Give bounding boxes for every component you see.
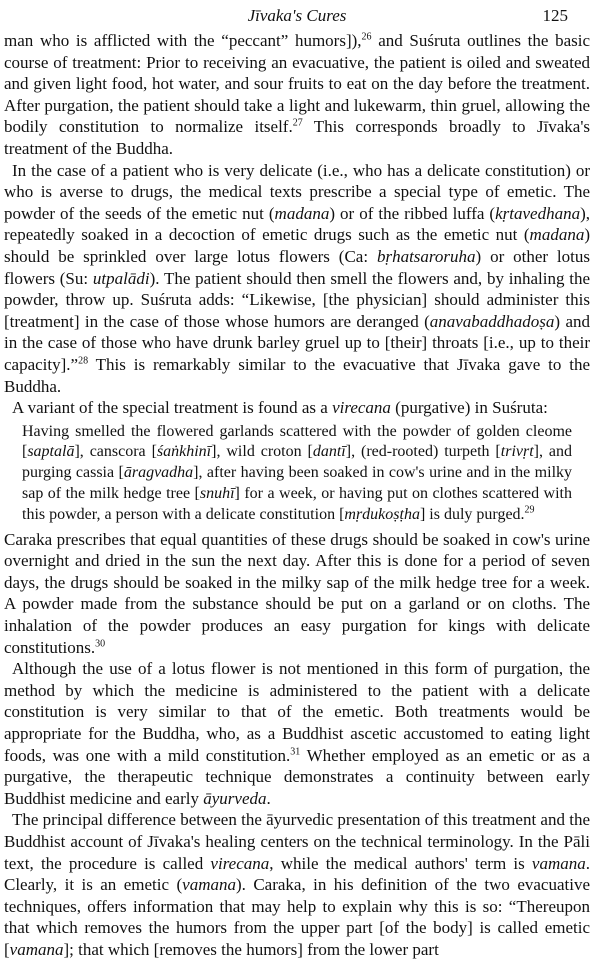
text-run: A variant of the special treatment is found as a [12, 398, 333, 418]
text-run: ) should be sprinkled over large lotus flowers (Ca: [4, 225, 590, 266]
paragraph-6 [4, 809, 590, 960]
italic-term: vamana [531, 853, 586, 873]
text-run: Whether employed as an emetic or as a purgative, the therapeutic technique demonstrates a continuity between early Buddhist medicine and early [4, 745, 590, 808]
paragraph-5 [4, 658, 590, 809]
text-run: ) or of the ribbed luffa ( [329, 203, 496, 223]
text-run: . Clearly, it is an emetic ( [4, 853, 590, 895]
italic-term: āyurveda [203, 788, 267, 808]
page-number: 125 [542, 6, 568, 25]
italic-term: trivṛt [500, 443, 534, 461]
text-run: The principal difference between the āyurvedic presentation of this treatment and the Buddhist account of Jīvaka's healing centers on the technical terminology. In the Pāli text, the procedure is called [4, 810, 590, 873]
text-run: (purgative) in Suśruta: [390, 398, 548, 418]
footnote-ref-27: 27 [292, 117, 303, 129]
text-run: Caraka prescribes that equal quantities of these drugs should be soaked in cow's urine overnight and dried in the sun the next day. After this is done for a period of seven days, the drugs should be soaked in the milky sap of the milk hedge tree for a week. A powder made from the substance should be put on a garland or on cloths. The inhalation of the powder produces an easy purgation for kings with delicate constitutions. [4, 529, 590, 657]
text-run: Having smelled the flowered garlands scattered with the powder of golden cleome [ [22, 422, 572, 461]
text-run: This corresponds broadly to Jīvaka's treatment of the Buddha. [4, 117, 590, 158]
text-run: . [266, 788, 271, 808]
paragraph-2 [4, 160, 590, 398]
text-run: ) or other lotus flowers (Su: [4, 246, 590, 288]
italic-term: āragvadha [123, 464, 194, 482]
footnote-ref-30: 30 [95, 637, 106, 649]
footnote-ref-29: 29 [524, 504, 535, 516]
paragraph-4 [4, 529, 590, 659]
footnote-ref-26: 26 [361, 31, 372, 43]
italic-term: śaṅkhinī [156, 443, 212, 461]
text-run: ]; that which [removes the humors] from the lower part [63, 939, 439, 959]
running-head: Jīvaka's Cures [247, 6, 347, 25]
footnote-ref-28: 28 [78, 355, 89, 367]
italic-term: utpalādi [92, 268, 150, 288]
text-run: ), repeatedly soaked in a decoction of emetic drugs such as the emetic nut ( [4, 203, 590, 245]
italic-term: virecana [210, 853, 270, 873]
italic-term: anavabaddhadoṣa [429, 311, 555, 331]
text-run: ], (red-rooted) turpeth [ [345, 443, 501, 461]
italic-term: virecana [332, 398, 391, 418]
body-text [4, 30, 590, 961]
text-run: ). Caraka, in his definition of the two evacuative techniques, offers information that may help to explain why this is so: “Thereupon that which removes the humors from the upper part [of the body] is called emetic [ [4, 875, 591, 959]
italic-term: kṛtavedhana [495, 203, 581, 223]
text-run: ) and in the case of those who have drunk barley gruel up to [their] throats [i.e., up to their capacity].” [4, 311, 590, 374]
text-run: ] for a week, or having put on clothes scattered with this powder, a person with a delicate constitution [ [22, 485, 572, 523]
italic-term: bṛhatsaroruha [376, 246, 476, 266]
italic-term: madana [529, 225, 585, 245]
italic-term: madana [274, 203, 330, 223]
text-run: ], wild croton [ [211, 443, 313, 461]
footnote-ref-31: 31 [290, 745, 301, 757]
text-run: ] is duly purged. [419, 505, 525, 523]
block-quote [22, 422, 572, 526]
italic-term: dantī [312, 443, 346, 461]
text-run: man who is afflicted with the “peccant” humors]), [4, 31, 362, 50]
italic-term: vamana [182, 875, 236, 895]
italic-term: vamana [9, 939, 64, 959]
text-run: , while the medical authors' term is [269, 853, 532, 873]
text-run: ], and purging cassia [ [22, 443, 573, 482]
paragraph-3 [4, 397, 590, 419]
text-run: In the case of a patient who is very delicate (i.e., who has a delicate constitution) or who is averse to drugs, the medical texts prescribe a special type of emetic. The powder of the seeds of the emetic nut ( [4, 160, 590, 223]
italic-term: mṛdukoṣṭha [344, 505, 420, 523]
paragraph-1 [4, 30, 590, 160]
text-run: This is remarkably similar to the evacuative that Jīvaka gave to the Buddha. [4, 354, 590, 396]
text-run: ). The patient should then smell the flowers and, by inhaling the powder, throw up. Suśruta adds: “Likewise, [the physician] should administer this [treatment] in the case of those whose humors are deranged ( [4, 268, 591, 331]
text-run: and Suśruta outlines the basic course of treatment: Prior to receiving an evacuative, the patient is oiled and sweated and given light food, hot water, and sour fruits to eat on the day before the treatment. After purgation, the patient should take a light and lukewarm, thin gruel, allowing the bodily constitution to normalize itself. [4, 31, 591, 137]
italic-term: snuhī [199, 485, 235, 503]
text-run: ], canscora [ [74, 443, 157, 461]
page-header [4, 0, 590, 30]
italic-term: saptalā [27, 443, 75, 461]
text-run: ], after having been soaked in cow's urine and in the milky sap of the milk hedge tree [ [22, 464, 573, 503]
text-run: Although the use of a lotus flower is not mentioned in this form of purgation, the method by which the medicine is administered to the patient with a delicate constitution is very similar to that of the emetic. Both treatments would be appropriate for the Buddha, who, as a Buddhist ascetic accustomed to eating light foods, was one with a mild constitution. [4, 659, 590, 765]
